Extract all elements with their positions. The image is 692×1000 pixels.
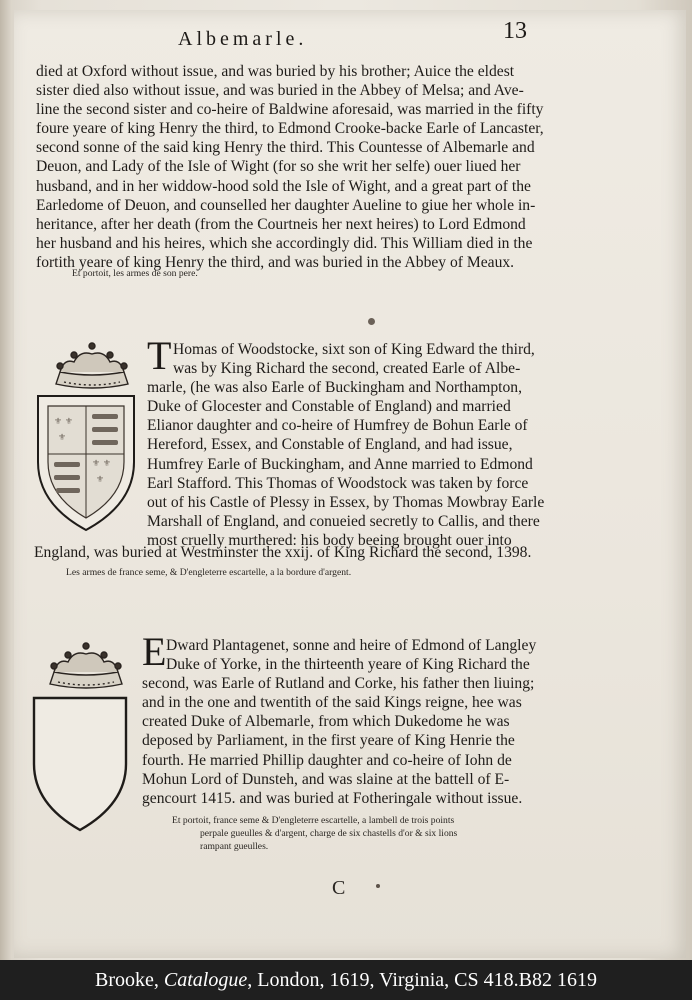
text-line: out of his Castle of Plessy in Essex, by Thomas Mowbray Earle	[147, 493, 545, 511]
text-line: Elianor daughter and co-heire of Humfrey de Bohun Earle of	[147, 417, 528, 435]
svg-text:⚜: ⚜	[96, 475, 105, 485]
signature-mark: C	[332, 877, 346, 899]
ornament-dot	[368, 318, 375, 325]
text-line: fourth. He married Phillip daughter and co-heire of Iohn de	[142, 751, 512, 769]
text-line: second, was Earle of Rutland and Corke, his father then liuing;	[142, 675, 535, 693]
text-line: Duke of Yorke, in the thirteenth yeare of King Richard the	[166, 656, 530, 674]
coronet-icon	[38, 638, 134, 694]
entry2-last-line: England, was buried at Westminster the xxij. of King Richard the second, 1398.	[34, 544, 532, 561]
blazon-note-line: rampant gueulles.	[200, 841, 269, 852]
drop-cap-e: E	[142, 629, 167, 674]
svg-text:⚜ ⚜: ⚜ ⚜	[54, 417, 73, 427]
blazon-note-1: Et portoit, les armes de son pere.	[72, 268, 198, 279]
text-line: fortith yeare of king Henry the third, and was buried in the Abbey of Meaux.	[36, 253, 515, 271]
text-line: deposed by Parliament, in the first yeare of King Henrie the	[142, 732, 515, 750]
blazon-note-line: perpale gueulles & d'argent, charge de six chastells d'or & six lions	[200, 828, 458, 839]
text-line: Deuon, and Lady of the Isle of Wight (for so she writ her selfe) ouer liued her	[36, 158, 521, 176]
svg-text:⚜ ⚜: ⚜ ⚜	[92, 459, 111, 469]
text-line: Earl Stafford. This Thomas of Woodstock was taken by force	[147, 474, 529, 492]
paragraph-albemarle-continued	[36, 62, 556, 272]
heraldic-shield-quartered-icon	[34, 392, 138, 534]
text-line: gencourt 1415. and was buried at Fotheringale without issue.	[142, 789, 523, 807]
text-line: Humfrey Earle of Buckingham, and Anne married to Edmond	[147, 455, 533, 473]
text-line: and in the one and twentith of the said Kings reigne, hee was	[142, 694, 522, 712]
page-number: 13	[503, 18, 527, 44]
text-line: foure yeare of king Henry the third, to Edmond Crooke-backe Earle of Lancaster,	[36, 120, 544, 138]
text-line: Mohun Lord of Dunsteh, and was slaine at the battell of E-	[142, 770, 510, 788]
text-line: most cruelly murthered: his body beeing brought ouer into	[147, 531, 512, 549]
text-line: created Duke of Albemarle, from which Dukedome he was	[142, 713, 510, 731]
text-line: was by King Richard the second, created Earle of Albe-	[173, 360, 521, 378]
text-line: heritance, after her death (from the Courtneis her next heires) to Lord Edmond	[36, 215, 526, 233]
text-line: sister died also without issue, and was buried in the Abbey of Melsa; and Ave-	[36, 82, 524, 100]
blazon-note-2: Les armes de france seme, & D'engleterre escartelle, a la bordure d'argent.	[66, 567, 352, 578]
text-line: Earledome of Deuon, and counselled her daughter Aueline to giue her whole in-	[36, 196, 536, 214]
paragraph-thomas-of-woodstocke	[147, 340, 547, 550]
text-line: marle, (he was also Earle of Buckingham and Northampton,	[147, 379, 523, 397]
text-line: Hereford, Essex, and Constable of England, and had issue,	[147, 436, 513, 454]
text-line: Dward Plantagenet, sonne and heire of Edmond of Langley	[166, 637, 537, 654]
text-line: second sonne of the said king Henry the third. This Countesse of Albemarle and	[36, 139, 535, 157]
image-caption: Brooke, Catalogue, London, 1619, Virginia, CS 418.B82 1619	[0, 960, 692, 1000]
text-line: Marshall of England, and conueied secretly to Callis, and there	[147, 512, 540, 530]
drop-cap-t: T	[147, 333, 172, 378]
text-line: her husband and his heires, which she accordingly did. This William died in the	[36, 234, 533, 252]
text-line: line the second sister and co-heire of Baldwine aforesaid, was married in the fifty	[36, 101, 544, 119]
paragraph-edward-plantagenet	[142, 636, 542, 808]
blank-shield-icon	[30, 694, 130, 834]
text-line: died at Oxford without issue, and was buried by his brother; Auice the eldest	[36, 63, 515, 80]
running-head: Albemarle.	[178, 28, 308, 50]
blazon-note-line: Et portoit, france seme & D'engleterre escartelle, a lambell de trois points	[172, 815, 455, 826]
blazon-note-3	[172, 814, 542, 853]
svg-text:⚜: ⚜	[58, 433, 67, 443]
text-line: Homas of Woodstocke, sixt son of King Edward the third,	[173, 341, 535, 358]
text-line: husband, and in her widdow-hood sold the Isle of Wight, and a great part of the	[36, 177, 531, 195]
coronet-icon	[44, 338, 140, 394]
text-line: Duke of Glocester and Constable of England) and married	[147, 398, 511, 416]
ornament-dot	[376, 884, 380, 888]
book-gutter	[0, 0, 12, 960]
